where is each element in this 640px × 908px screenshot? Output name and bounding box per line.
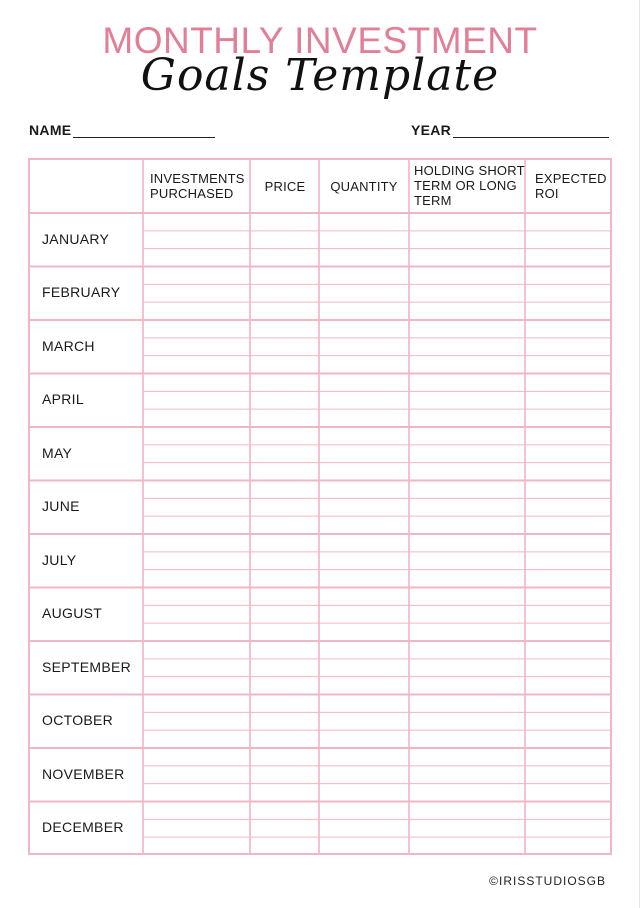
month-label: MAY: [42, 444, 73, 461]
name-input-line[interactable]: [73, 123, 215, 138]
table-grid-lines: [28, 158, 612, 855]
month-label: APRIL: [42, 391, 84, 408]
month-label: MARCH: [42, 337, 95, 354]
month-label: AUGUST: [42, 605, 103, 622]
header-quantity: QUANTITY: [330, 179, 398, 194]
month-label: JUNE: [42, 498, 80, 515]
year-field[interactable]: [411, 122, 609, 138]
name-label: NAME: [29, 122, 72, 138]
month-label: OCTOBER: [42, 712, 114, 729]
name-field[interactable]: [29, 122, 215, 138]
year-label: YEAR: [411, 122, 452, 138]
month-label: SEPTEMBER: [42, 658, 132, 675]
header-holding-term: HOLDING SHORT TERM OR LONG TERM: [414, 163, 525, 208]
month-label: DECEMBER: [42, 819, 124, 836]
month-label: NOVEMBER: [42, 765, 125, 782]
year-input-line[interactable]: [453, 123, 609, 138]
month-label: FEBRUARY: [42, 284, 121, 301]
table-border: [29, 159, 611, 854]
header-price: PRICE: [264, 179, 306, 194]
page-title: MONTHLY INVESTMENT: [102, 20, 538, 61]
investment-table: [28, 158, 612, 855]
month-label: JANUARY: [42, 230, 110, 247]
header-expected-roi: EXPECTED ROI: [535, 171, 607, 201]
page-subtitle-script: Goals Template: [140, 50, 500, 101]
month-label: JULY: [42, 551, 77, 568]
header-investments-purchased: INVESTMENTS PURCHASED: [150, 171, 245, 201]
copyright-text: ©IRISSTUDIOSGB: [489, 874, 606, 888]
